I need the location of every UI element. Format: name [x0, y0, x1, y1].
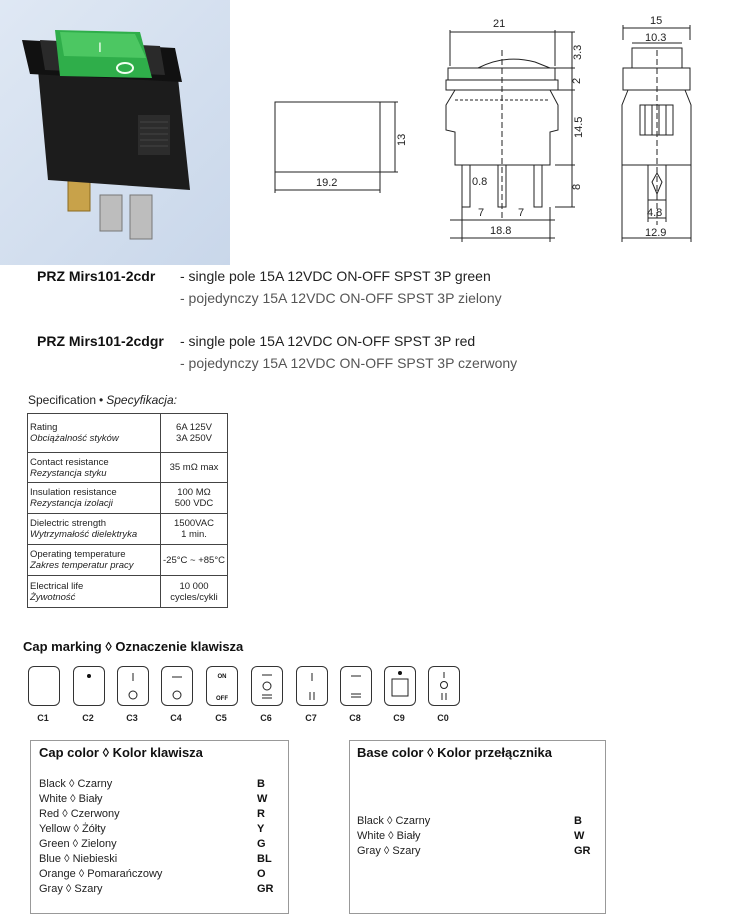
- cap-label-c6: C6: [260, 713, 272, 723]
- cap-color-title: Cap color ◊ Kolor klawisza: [39, 745, 203, 760]
- cap-color-code: G: [257, 838, 266, 850]
- technical-drawings: [250, 10, 730, 250]
- cap-color-name: Red ◊ Czerwony: [39, 808, 120, 820]
- dim-7-right: 7: [518, 207, 525, 219]
- spec-label-en: Operating temperature: [30, 549, 126, 560]
- spec-label-pl: Zakres temperatur pracy: [30, 560, 134, 571]
- cap-label-c0: C0: [437, 713, 449, 723]
- spec-label-pl: Wytrzymałość dielektryka: [30, 529, 138, 540]
- dim-19-2: 19.2: [316, 177, 338, 189]
- cap-c3: [117, 666, 149, 706]
- cap-label-c2: C2: [82, 713, 94, 723]
- spec-value-2: 1 min.: [181, 529, 207, 540]
- dim-14-5: 14.5: [573, 116, 585, 138]
- cap-color-code: BL: [257, 853, 272, 865]
- product-name-1: PRZ Mirs101-2cdr: [37, 268, 156, 284]
- product-photo: [0, 0, 230, 265]
- spec-label-pl: Obciążalność styków: [30, 433, 119, 444]
- cap-color-name: White ◊ Biały: [39, 793, 103, 805]
- dim-15: 15: [650, 15, 663, 27]
- cap-c6: [251, 666, 283, 706]
- c5-on-text: ON: [217, 674, 227, 680]
- cap-c1: [28, 666, 60, 706]
- cap-label-c9: C9: [393, 713, 405, 723]
- spec-title-pl: Specyfikacja:: [106, 393, 177, 407]
- cap-label-c1: C1: [37, 713, 49, 723]
- spec-value: 10 000: [179, 580, 209, 592]
- cap-c2: [73, 666, 105, 706]
- dim-13: 13: [396, 133, 408, 146]
- on-off-mark-icon: [207, 667, 237, 705]
- dim-8: 8: [571, 183, 583, 190]
- spec-label-en: Electrical life: [30, 580, 84, 592]
- cap-color-code: O: [257, 868, 266, 880]
- spec-row-dielectric-strength: [28, 514, 228, 545]
- dim-12-9: 12.9: [645, 227, 667, 239]
- dim-0-8: 0.8: [472, 176, 488, 188]
- cap-color-code: Y: [257, 823, 265, 835]
- spec-row-operating-temperature: [28, 545, 228, 576]
- dim-18-8: 18.8: [490, 225, 512, 237]
- base-color-name: Gray ◊ Szary: [357, 845, 421, 857]
- spec-row-rating: [28, 414, 228, 453]
- dim-21: 21: [493, 18, 506, 30]
- cap-color-name: Blue ◊ Niebieski: [39, 853, 118, 865]
- dim-3-3: 3.3: [572, 44, 584, 60]
- spec-value: 6A 125V: [176, 422, 212, 433]
- cap-c0: [428, 666, 460, 706]
- spec-label-pl: Rezystancja styku: [30, 467, 107, 479]
- base-color-box: [349, 740, 606, 914]
- dash-equal-mark-icon: [341, 667, 371, 705]
- cap-color-name: Gray ◊ Szary: [39, 883, 103, 895]
- spec-title: Specification • Specyfikacja:: [28, 393, 177, 407]
- product-desc-en-2: - single pole 15A 12VDC ON-OFF SPST 3P red: [180, 333, 476, 349]
- dim-10-3: 10.3: [645, 32, 667, 44]
- base-color-code: B: [574, 815, 582, 827]
- spec-value: 100 MΩ: [177, 487, 211, 498]
- base-color-name: Black ◊ Czarny: [357, 815, 431, 827]
- product-desc-pl-2: - pojedynczy 15A 12VDC ON-OFF SPST 3P czerwony: [180, 355, 518, 371]
- dim-4-8: 4.8: [647, 207, 663, 219]
- product-desc-en-1: - single pole 15A 12VDC ON-OFF SPST 3P green: [180, 268, 491, 284]
- dim-7-left: 7: [478, 207, 485, 219]
- cap-marking-title: Cap marking ◊ Oznaczenie klawisza: [23, 639, 244, 654]
- dim-2: 2: [571, 77, 583, 84]
- cap-c8: [340, 666, 372, 706]
- cap-label-c8: C8: [349, 713, 361, 723]
- cap-c9: [384, 666, 416, 706]
- spec-value-2: cycles/cykli: [170, 591, 218, 603]
- cap-color-name: Yellow ◊ Żółty: [39, 823, 106, 835]
- spec-value: 35 mΩ max: [169, 462, 219, 473]
- dot-mark-icon: [74, 667, 104, 705]
- cap-c4: [161, 666, 193, 706]
- cap-color-name: Green ◊ Zielony: [39, 838, 117, 850]
- i-o-mark-icon: [118, 667, 148, 705]
- dot-square-mark-icon: [385, 667, 415, 705]
- cap-label-c3: C3: [126, 713, 138, 723]
- spec-label-en: Contact resistance: [30, 456, 109, 468]
- product-name-2: PRZ Mirs101-2cdgr: [37, 333, 164, 349]
- cap-color-code: GR: [257, 883, 274, 895]
- rocker-switch-image: [0, 0, 230, 265]
- spec-label-pl: Żywotność: [30, 591, 76, 603]
- spec-label-en: Insulation resistance: [30, 487, 117, 498]
- cap-color-box: [30, 740, 289, 914]
- cap-color-name: Orange ◊ Pomarańczowy: [39, 868, 163, 880]
- spec-row-contact-resistance: [28, 453, 228, 483]
- cap-c7: [296, 666, 328, 706]
- spec-value: -25°C ~ +85°C: [163, 554, 225, 566]
- spec-row-insulation-resistance: [28, 483, 228, 514]
- spec-table: [27, 413, 228, 608]
- i-o-ii-mark-icon: [429, 667, 459, 705]
- cap-label-c4: C4: [170, 713, 182, 723]
- spec-title-en: Specification: [28, 393, 97, 407]
- spec-label-pl: Rezystancja izolacji: [30, 498, 113, 509]
- cap-color-code: W: [257, 793, 268, 805]
- cap-c5: [206, 666, 238, 706]
- cap-color-code: R: [257, 808, 265, 820]
- base-color-name: White ◊ Biały: [357, 830, 421, 842]
- i-ii-mark-icon: [297, 667, 327, 705]
- spec-label-en: Rating: [30, 422, 58, 433]
- spec-label-en: Dielectric strength: [30, 518, 107, 529]
- c5-off-text: OFF: [216, 696, 228, 702]
- base-color-code: W: [574, 830, 585, 842]
- cap-label-c7: C7: [305, 713, 317, 723]
- cap-color-name: Black ◊ Czarny: [39, 778, 113, 790]
- spec-value-2: 3A 250V: [176, 433, 212, 444]
- dash-o-equal-mark-icon: [252, 667, 282, 705]
- product-desc-pl-1: - pojedynczy 15A 12VDC ON-OFF SPST 3P zielony: [180, 290, 502, 306]
- base-color-code: GR: [574, 845, 591, 857]
- side-view-drawing: [446, 30, 575, 242]
- svg-text:I: I: [98, 39, 102, 55]
- cap-label-c5: C5: [215, 713, 227, 723]
- spec-row-electrical-life: [28, 576, 228, 608]
- spec-value-2: 500 VDC: [174, 498, 214, 509]
- dash-o-mark-icon: [162, 667, 192, 705]
- base-color-title: Base color ◊ Kolor przełącznika: [357, 745, 552, 760]
- spec-value: 1500VAC: [174, 518, 214, 529]
- cap-color-code: B: [257, 778, 265, 790]
